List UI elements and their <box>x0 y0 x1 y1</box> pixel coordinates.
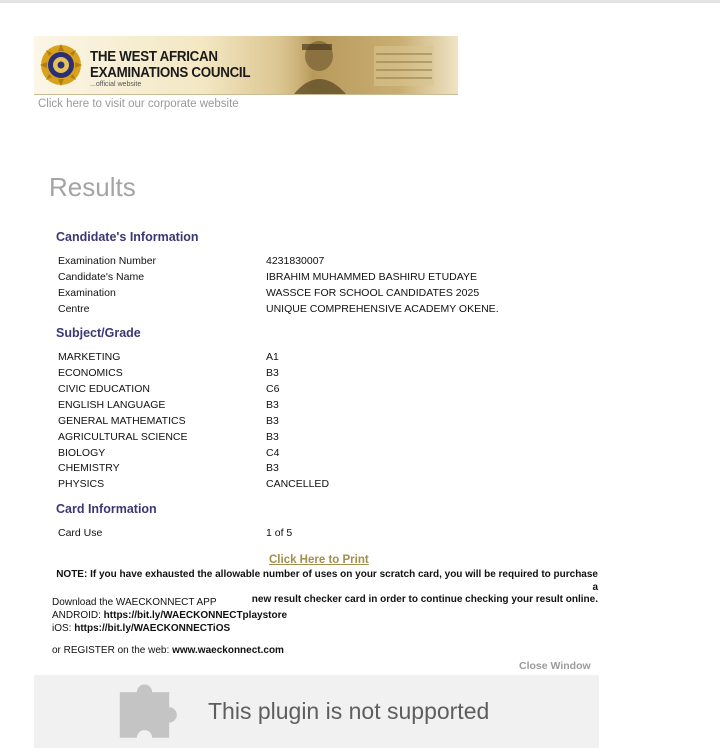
banner-tagline: ...official website <box>90 81 142 88</box>
android-label: ANDROID: <box>52 610 104 621</box>
corporate-website-link[interactable]: Click here to visit our corporate website <box>38 98 239 110</box>
subject-grade: CANCELLED <box>266 478 330 490</box>
subject-row <box>58 399 618 415</box>
banner-graduate-photo <box>264 36 458 94</box>
subject-grade: C6 <box>266 383 280 395</box>
banner-title-line2: EXAMINATIONS COUNCIL <box>90 65 251 81</box>
subject-grade: B3 <box>266 415 279 427</box>
subject-row <box>58 431 618 447</box>
card-info-row <box>58 527 618 543</box>
register-prefix: or REGISTER on the web: <box>52 645 173 656</box>
candidate-info-row <box>58 255 618 271</box>
subject-grade: C4 <box>266 447 280 459</box>
subject-name: MARKETING <box>58 351 121 363</box>
subject-row <box>58 462 618 478</box>
subject-name: CHEMISTRY <box>58 462 120 474</box>
app-heading: Download the WAECKONNECT APP <box>52 597 217 608</box>
row-value: WASSCE FOR SCHOOL CANDIDATES 2025 <box>266 287 480 299</box>
row-value: UNIQUE COMPREHENSIVE ACADEMY OKENE. <box>266 303 499 315</box>
android-line <box>52 609 287 622</box>
row-value: 4231830007 <box>266 255 325 267</box>
card-info-heading: Card Information <box>56 502 157 516</box>
subject-name: BIOLOGY <box>58 447 106 459</box>
candidate-info-row <box>58 287 618 303</box>
android-link[interactable]: https://bit.ly/WAECKONNECTplaystore <box>103 610 288 621</box>
subject-row <box>58 447 618 463</box>
candidate-info-heading: Candidate's Information <box>56 230 199 244</box>
note-line-1: NOTE: If you have exhausted the allowable number of uses on your scratch card, you will be required to purchase a <box>56 569 598 593</box>
banner-title-line1: THE WEST AFRICAN <box>90 49 218 65</box>
subject-grade: B3 <box>266 431 279 443</box>
subject-grade: B3 <box>266 399 279 411</box>
card-use-label: Card Use <box>58 527 103 539</box>
note-line-2: new result checker card in order to continue checking your result online. <box>251 594 598 605</box>
app-download-block <box>52 596 287 635</box>
subject-name: GENERAL MATHEMATICS <box>58 415 186 427</box>
row-label: Centre <box>58 303 90 315</box>
waec-banner[interactable] <box>34 36 458 95</box>
subject-row <box>58 415 618 431</box>
subject-grade: B3 <box>266 367 279 379</box>
register-link[interactable]: www.waeckonnect.com <box>172 645 284 656</box>
register-line <box>52 645 284 656</box>
ios-line <box>52 622 287 635</box>
subject-row <box>58 351 618 367</box>
subject-name: ENGLISH LANGUAGE <box>58 399 166 411</box>
subject-row <box>58 367 618 383</box>
subject-row <box>58 478 618 494</box>
subject-name: CIVIC EDUCATION <box>58 383 150 395</box>
subject-name: PHYSICS <box>58 478 105 490</box>
card-use-value: 1 of 5 <box>266 527 293 539</box>
subject-grade: B3 <box>266 462 279 474</box>
subject-name: ECONOMICS <box>58 367 123 379</box>
row-value: IBRAHIM MUHAMMED BASHIRU ETUDAYE <box>266 271 477 283</box>
subject-name: AGRICULTURAL SCIENCE <box>58 431 188 443</box>
unsupported-plugin-area <box>34 675 599 748</box>
top-rule <box>0 0 720 3</box>
page-title: Results <box>49 172 136 202</box>
row-label: Examination <box>58 287 116 299</box>
row-label: Candidate's Name <box>58 271 145 283</box>
candidate-info-row <box>58 271 618 287</box>
subject-row <box>58 383 618 399</box>
plugin-message: This plugin is not supported <box>208 698 490 724</box>
waec-seal-icon <box>40 44 82 86</box>
subject-grade-heading: Subject/Grade <box>56 326 141 340</box>
puzzle-piece-icon <box>116 679 182 745</box>
ios-label: iOS: <box>52 623 75 634</box>
ios-link[interactable]: https://bit.ly/WAECKONNECTiOS <box>74 623 231 634</box>
print-link[interactable]: Click Here to Print <box>269 554 369 566</box>
row-label: Examination Number <box>58 255 157 267</box>
subject-grade: A1 <box>266 351 279 363</box>
close-window-link[interactable]: Close Window <box>519 660 591 672</box>
candidate-info-row <box>58 303 618 319</box>
